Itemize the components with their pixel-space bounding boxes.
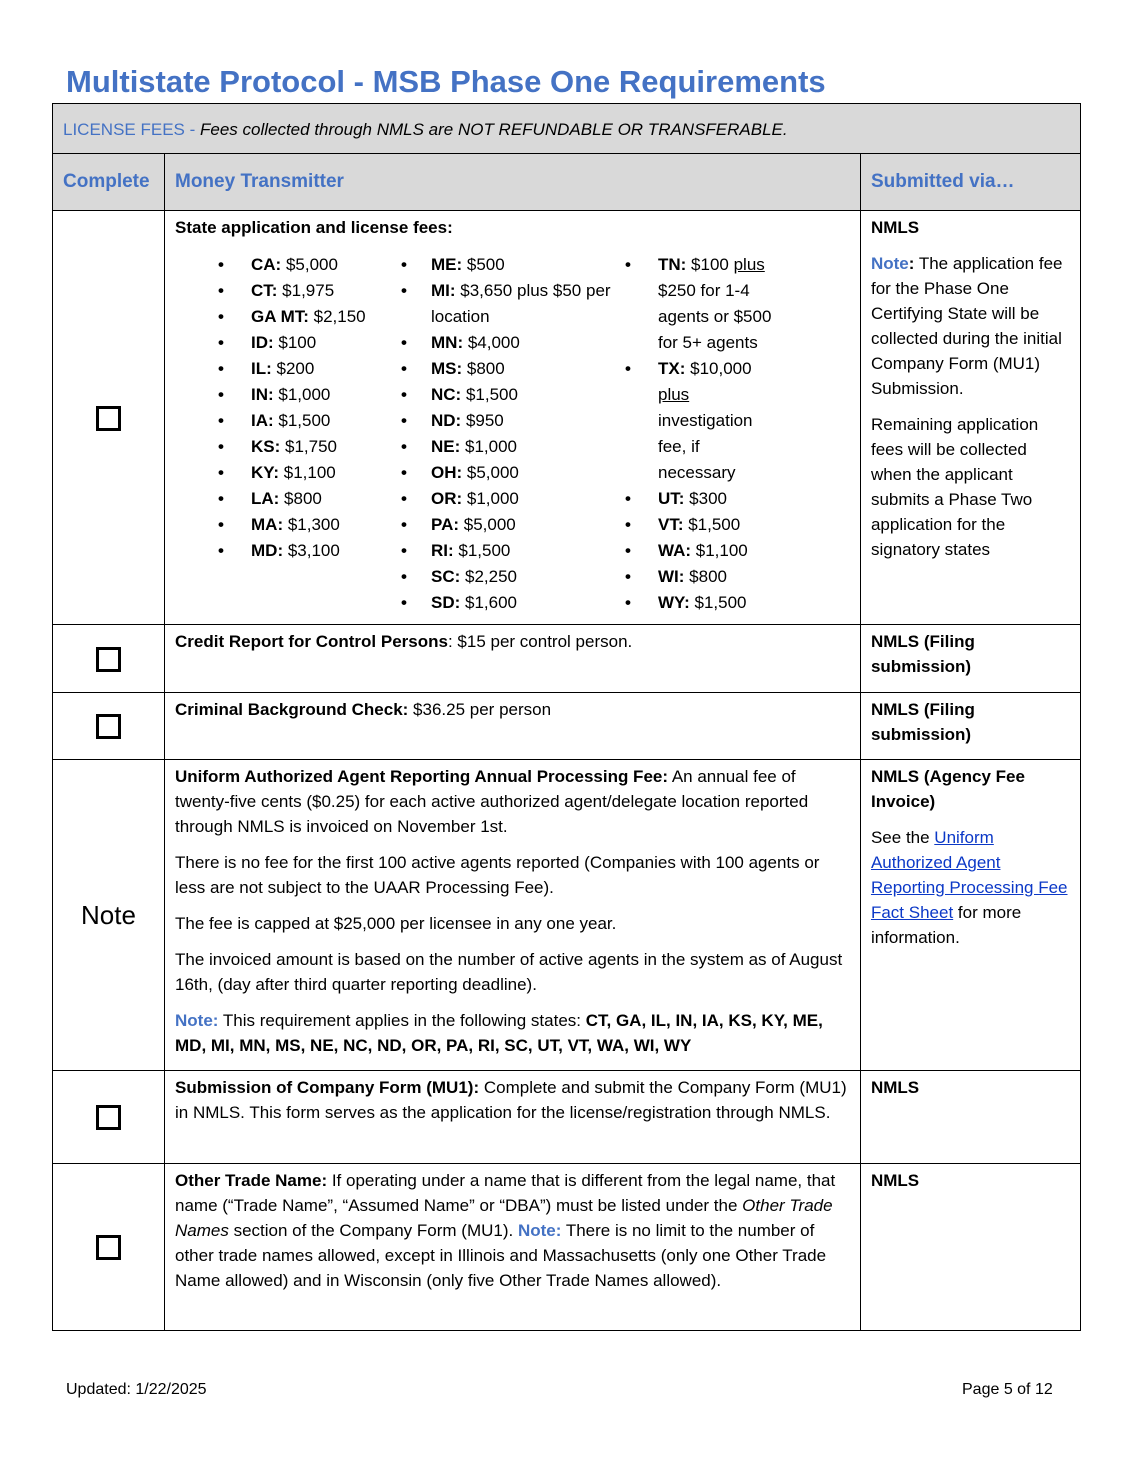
list-item: • NE: $1,000 [401, 434, 625, 460]
fees-list [175, 252, 850, 616]
fees-cell [165, 211, 861, 625]
list-item: • KS: $1,750 [175, 434, 401, 460]
banner-label: LICENSE FEES - [63, 120, 200, 139]
list-item: • WY: $1,500 [625, 590, 781, 616]
header-money-transmitter: Money Transmitter [165, 154, 861, 211]
list-item: • MA: $1,300 [175, 512, 401, 538]
checkbox[interactable] [96, 1105, 121, 1130]
credit-report-via: NMLS (Filing submission) [860, 625, 1080, 693]
header-submitted-via: Submitted via… [860, 154, 1080, 211]
checkbox[interactable] [96, 1235, 121, 1260]
criminal-check-cell: Criminal Background Check: $36.25 per person [165, 693, 861, 760]
list-item: • SD: $1,600 [401, 590, 625, 616]
trade-name-via: NMLS [860, 1164, 1080, 1331]
fees-column-1 [175, 252, 401, 616]
table-row-trade-name [53, 1164, 1081, 1331]
updated-date: Updated: 1/22/2025 [66, 1381, 207, 1398]
table-row-state-fees [53, 211, 1081, 625]
complete-cell [53, 693, 165, 760]
banner-text: Fees collected through NMLS are NOT REFUNDABLE OR TRANSFERABLE. [199, 120, 788, 139]
uaar-p2: There is no fee for the first 100 active agents reported (Companies with 100 agents or less are not subject to the UAAR Processing Fee). [175, 853, 820, 897]
list-item: • TN: $100 plus $250 for 1-4 agents or $500 for 5+ agents [625, 252, 781, 356]
fees-column-3 [625, 252, 781, 616]
credit-report-cell: Credit Report for Control Persons: $15 per control person. [165, 625, 861, 693]
list-item: • WI: $800 [625, 564, 781, 590]
fees-column-2 [401, 252, 625, 616]
uaar-p4: The invoiced amount is based on the number of active agents in the system as of August 16th, (day after third quarter reporting deadline). [175, 950, 843, 994]
uaar-via-cell [860, 760, 1080, 1071]
list-item: • LA: $800 [175, 486, 401, 512]
complete-cell [53, 1071, 165, 1164]
list-item: • SC: $2,250 [401, 564, 625, 590]
list-item: • TX: $10,000 plus investigation fee, if necessary [625, 356, 781, 486]
list-item: • CT: $1,975 [175, 278, 401, 304]
table-row-uaar-fee [53, 760, 1081, 1071]
list-item: • MI: $3,650 plus $50 per location [401, 278, 625, 330]
uaar-via: NMLS (Agency Fee Invoice) [870, 767, 1025, 811]
uaar-note: Note: This requirement applies in the following states: CT, GA, IL, IN, IA, KS, KY, ME, MD, MI, MN, MS, NE, NC, ND, OR, PA, RI, SC, UT, VT, WA, WI, WY [175, 1011, 823, 1055]
complete-cell [53, 625, 165, 693]
trade-name-cell: Other Trade Name: If operating under a name that is different from the legal name, that name (“Trade Name”, “Assumed Name” or “DBA”) must be listed under the Other Trade Names section of the Company Form (MU1). Note: There is no limit to the number of other trade names allowed, except in Illinois and Massachusetts (only one Other Trade Name allowed) and in Wisconsin (only five Other Trade Names allowed). [165, 1164, 861, 1331]
submitted-via-cell [860, 211, 1080, 625]
requirements-table [52, 103, 1081, 1331]
list-item: • OR: $1,000 [401, 486, 625, 512]
list-item: • IL: $200 [175, 356, 401, 382]
list-item: • RI: $1,500 [401, 538, 625, 564]
list-item: • OH: $5,000 [401, 460, 625, 486]
list-item: • ID: $100 [175, 330, 401, 356]
complete-cell [53, 211, 165, 625]
table-row-criminal-background [53, 693, 1081, 760]
page-number: Page 5 of 12 [962, 1381, 1053, 1398]
license-fees-banner [53, 104, 1081, 154]
list-item: • PA: $5,000 [401, 512, 625, 538]
table-row-credit-report [53, 625, 1081, 693]
complete-cell [53, 1164, 165, 1331]
list-item: • ME: $500 [401, 252, 625, 278]
page-title: Multistate Protocol - MSB Phase One Requirements [66, 64, 826, 99]
list-item: • MD: $3,100 [175, 538, 401, 564]
list-item: • IN: $1,000 [175, 382, 401, 408]
company-form-via: NMLS [860, 1071, 1080, 1164]
list-item: • ND: $950 [401, 408, 625, 434]
fees-heading: State application and license fees: [175, 218, 453, 237]
checkbox[interactable] [96, 406, 121, 431]
note-label: Note [53, 760, 165, 1071]
uaar-p3: The fee is capped at $25,000 per licensee in any one year. [175, 914, 617, 933]
list-item: • NC: $1,500 [401, 382, 625, 408]
company-form-cell: Submission of Company Form (MU1): Complete and submit the Company Form (MU1) in NMLS. This form serves as the application for the license/registration through NMLS. [165, 1071, 861, 1164]
list-item: • MS: $800 [401, 356, 625, 382]
list-item: • MN: $4,000 [401, 330, 625, 356]
list-item: • VT: $1,500 [625, 512, 781, 538]
checkbox[interactable] [96, 647, 121, 672]
list-item: • WA: $1,100 [625, 538, 781, 564]
table-header [53, 154, 1081, 211]
via-note: Note: The application fee for the Phase One Certifying State will be collected during the initial Company Form (MU1) Submission. [870, 254, 1063, 398]
criminal-check-via: NMLS (Filing submission) [860, 693, 1080, 760]
uaar-see: See the Uniform Authorized Agent Reporting Processing Fee Fact Sheet for more information. [870, 828, 1068, 947]
header-complete: Complete [53, 154, 165, 211]
uaar-p1: Uniform Authorized Agent Reporting Annual Processing Fee: An annual fee of twenty-five cents ($0.25) for each active authorized agent/delegate location reported through NMLS is invoiced on November 1st. [175, 767, 809, 836]
list-item: • IA: $1,500 [175, 408, 401, 434]
list-item: • KY: $1,100 [175, 460, 401, 486]
list-item: • UT: $300 [625, 486, 781, 512]
uaar-fact-sheet-link[interactable]: Uniform Authorized Agent Reporting Processing Fee Fact Sheet [870, 828, 1068, 922]
uaar-cell [165, 760, 861, 1071]
list-item: • CA: $5,000 [175, 252, 401, 278]
table-row-company-form [53, 1071, 1081, 1164]
list-item: • GA MT: $2,150 [175, 304, 401, 330]
via-nmls: NMLS [870, 218, 920, 237]
via-note-2: Remaining application fees will be collected when the applicant submits a Phase Two application for the signatory states [870, 415, 1039, 559]
checkbox[interactable] [96, 714, 121, 739]
